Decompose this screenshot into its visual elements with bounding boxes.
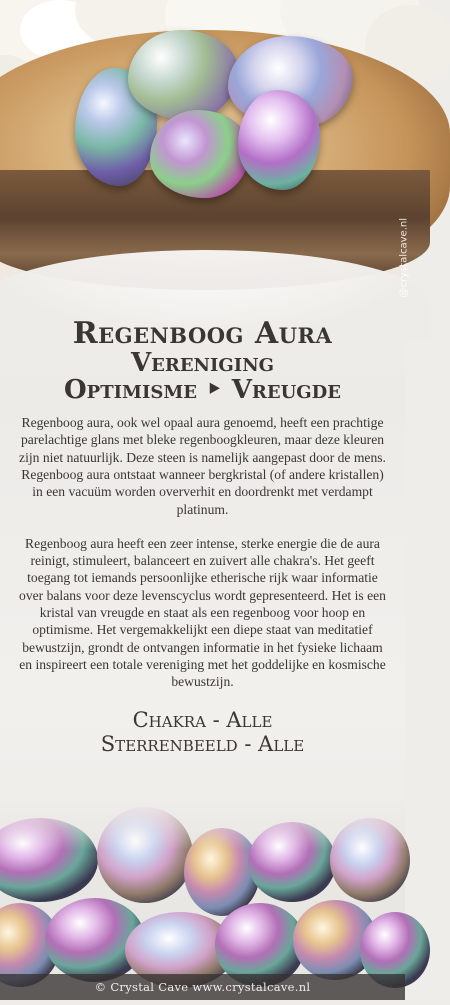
zodiac-line: Sterrenbeeld - Alle	[100, 731, 305, 756]
content	[0, 318, 405, 756]
page-title: Regenboog Aura	[72, 316, 333, 351]
image-fade	[0, 800, 405, 850]
description	[18, 414, 387, 690]
subtitle-line-2: Optimisme ‣ Vreugde	[64, 374, 341, 405]
top-crystal-photo	[0, 0, 410, 305]
bottom-crystal-photo	[0, 800, 405, 1000]
subtitle-line-1: Vereniging	[130, 347, 275, 378]
footer-bar	[0, 974, 405, 1000]
aura-stone-image	[128, 30, 238, 120]
chakra-line: Chakra - Alle	[132, 707, 273, 732]
aura-stone-image	[238, 90, 320, 190]
footer-text: © Crystal Cave www.crystalcave.nl	[94, 980, 311, 994]
aura-stone-image	[150, 110, 250, 198]
properties	[0, 708, 405, 756]
instagram-watermark: @crystalcave.nl	[399, 218, 410, 298]
description-paragraph-1: Regenboog aura, ook wel opaal aura genoemd, heeft een prachtige parelachtige glans met bleke regenboogkleuren, maar deze kleuren zijn niet natuurlijk. Deze steen is namelijk aangepast door de mens. Regenboog aura ontstaat wanneer bergkristal (of andere kristallen) in een vacuüm worden oververhit en doordrenkt met verdampt platinum.	[19, 415, 386, 517]
description-paragraph-2: Regenboog aura heeft een zeer intense, sterke energie die de aura reinigt, stimuleert, balanceert en zuivert alle chakra's. Het geeft toegang tot iemands persoonlijke etherische rijk waar informatie over balans voor deze levenscyclus wordt gepresenteerd. Het is een kristal van vreugde en staat als een regenboog voor hoop en optimisme. Het vergemakkelijkt een diepe staat van meditatief bewustzijn, grondt de ontvangen informatie in het fysieke lichaam en inspireert een totale vereniging met het goddelijke en kosmische bewustzijn.	[19, 535, 386, 690]
